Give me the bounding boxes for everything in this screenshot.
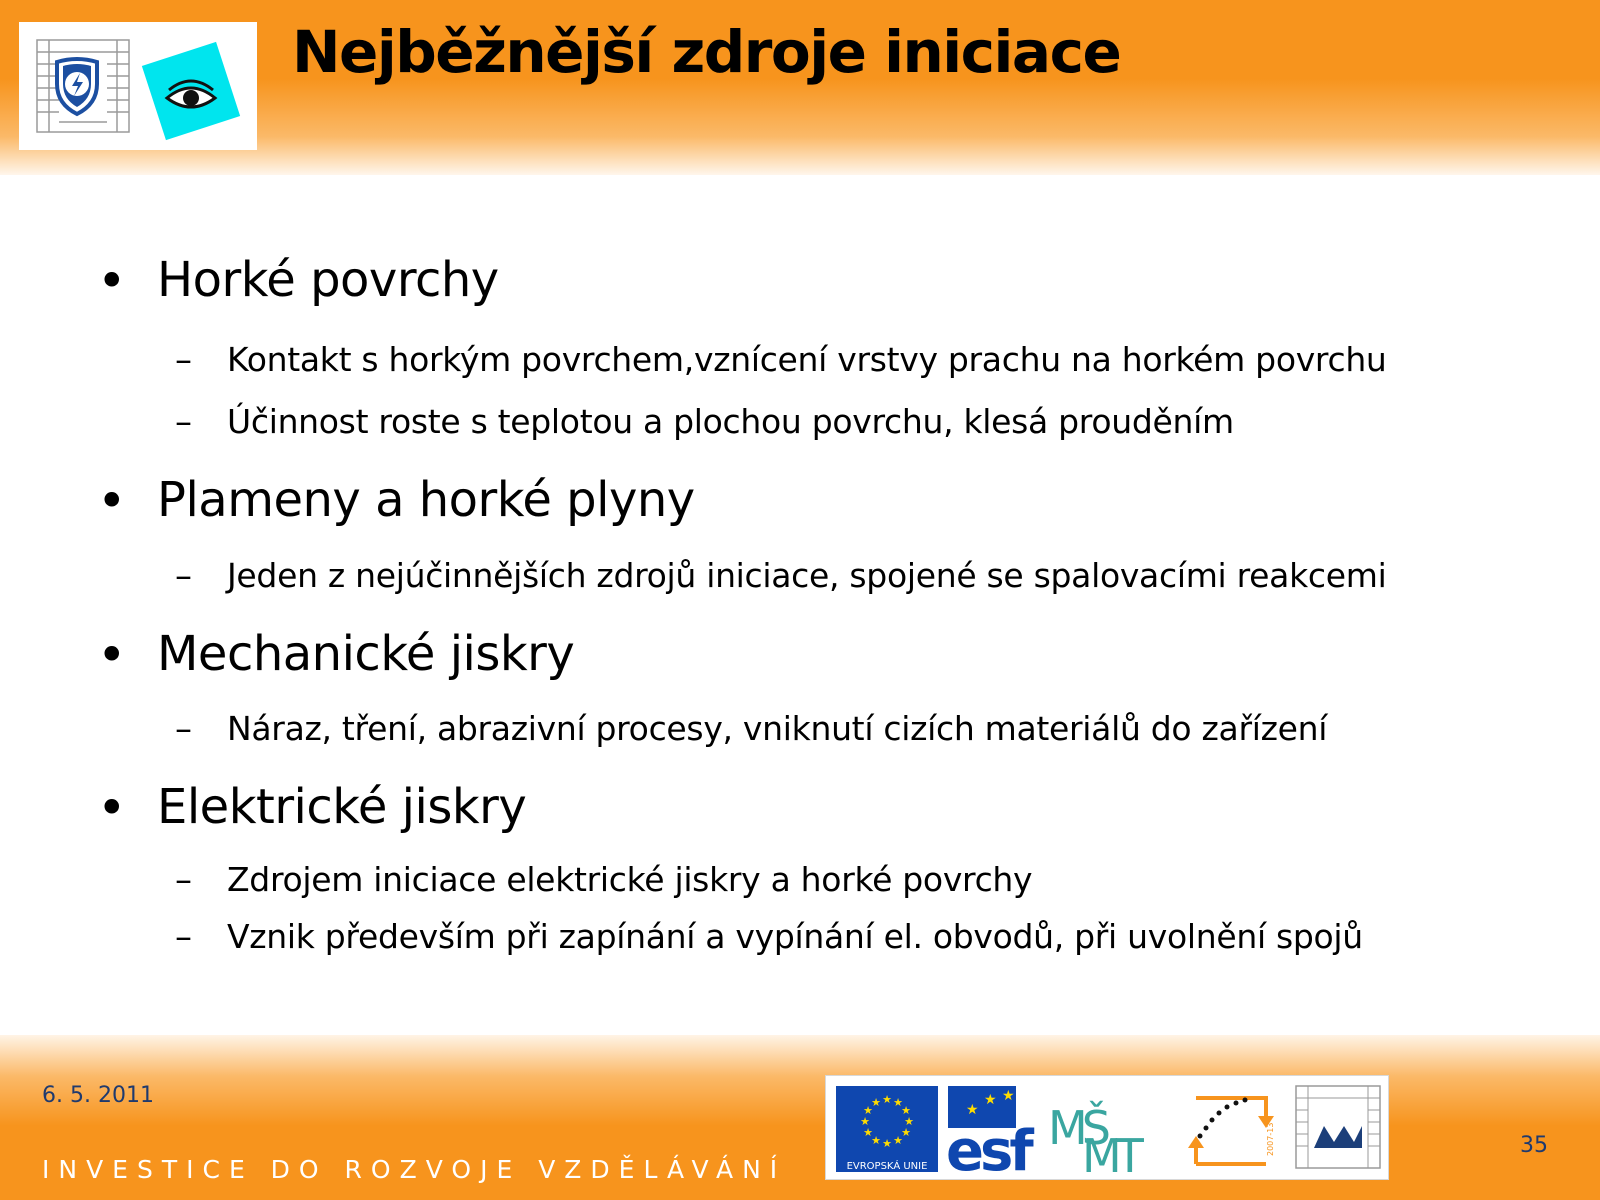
sub-bullet-text: Jeden z nejúčinnějších zdrojů iniciace, spojené se spalovacími reakcemi [227,556,1387,595]
bullet-marker: • [97,779,127,837]
bullet-heading: Horké povrchy [157,252,499,308]
eu-caption: EVROPSKÁ UNIE [846,1161,928,1172]
bullet-marker: • [97,626,127,684]
bullet-marker: • [97,472,127,530]
svg-text:MT: MT [1082,1129,1138,1179]
partner-logos [825,1075,1389,1180]
svg-text:★: ★ [901,1104,911,1117]
svg-text:★: ★ [984,1092,997,1108]
bullet-marker: • [97,252,127,310]
bullet-heading: Plameny a horké plyny [157,472,695,528]
op-vk-logo [1188,1098,1275,1165]
svg-text:★: ★ [882,1137,892,1150]
safety-shield-logo [57,59,97,114]
vsb-logo [1296,1086,1380,1168]
sub-bullet-marker: – [175,556,192,596]
sub-bullet-text: Kontakt s horkým povrchem,vznícení vrstvy prachu na horkém povrchu [227,340,1387,379]
esf-logo [946,1086,1034,1179]
svg-text:★: ★ [893,1096,903,1109]
sub-bullet-text: Účinnost roste s teplotou a plochou povrchu, klesá prouděním [227,402,1234,441]
sub-bullet-marker: – [175,709,192,749]
svg-text:★: ★ [901,1126,911,1139]
svg-text:★: ★ [860,1115,870,1128]
bullet-heading: Elektrické jiskry [157,779,527,835]
sub-bullet-marker: – [175,340,192,380]
msmt-logo [1048,1100,1145,1179]
slide-title: Nejběžnější zdroje iniciace [292,18,1121,86]
svg-text:★: ★ [893,1134,903,1147]
svg-text:★: ★ [863,1126,873,1139]
header-logos [19,22,257,150]
svg-text:★: ★ [1002,1088,1015,1104]
sub-bullet-text: Vznik především při zapínání a vypínání el. obvodů, při uvolnění spojů [227,917,1363,956]
svg-text:★: ★ [871,1134,881,1147]
page-number: 35 [1520,1133,1548,1158]
bullet-heading: Mechanické jiskry [157,626,575,682]
sub-bullet-marker: – [175,860,192,900]
footer-slogan: INVESTICE DO ROZVOJE VZDĚLÁVÁNÍ [42,1155,787,1184]
sub-bullet-marker: – [175,402,192,442]
eu-flag-logo [836,1086,938,1172]
slide-date: 6. 5. 2011 [42,1083,154,1108]
svg-text:MŠ: MŠ [1048,1101,1105,1155]
sub-bullet-text: Zdrojem iniciace elektrické jiskry a horké povrchy [227,860,1033,899]
sub-bullet-marker: – [175,917,192,957]
eye-logo [142,42,240,140]
svg-text:★: ★ [966,1102,979,1118]
svg-text:★: ★ [871,1096,881,1109]
esf-caption: esf [946,1119,1030,1179]
svg-text:★: ★ [882,1093,892,1106]
svg-text:★: ★ [904,1115,914,1128]
svg-text:★: ★ [863,1104,873,1117]
sub-bullet-text: Náraz, tření, abrazivní procesy, vniknutí cizích materiálů do zařízení [227,709,1328,748]
op-vk-caption: 2007-13 [1266,1122,1275,1156]
